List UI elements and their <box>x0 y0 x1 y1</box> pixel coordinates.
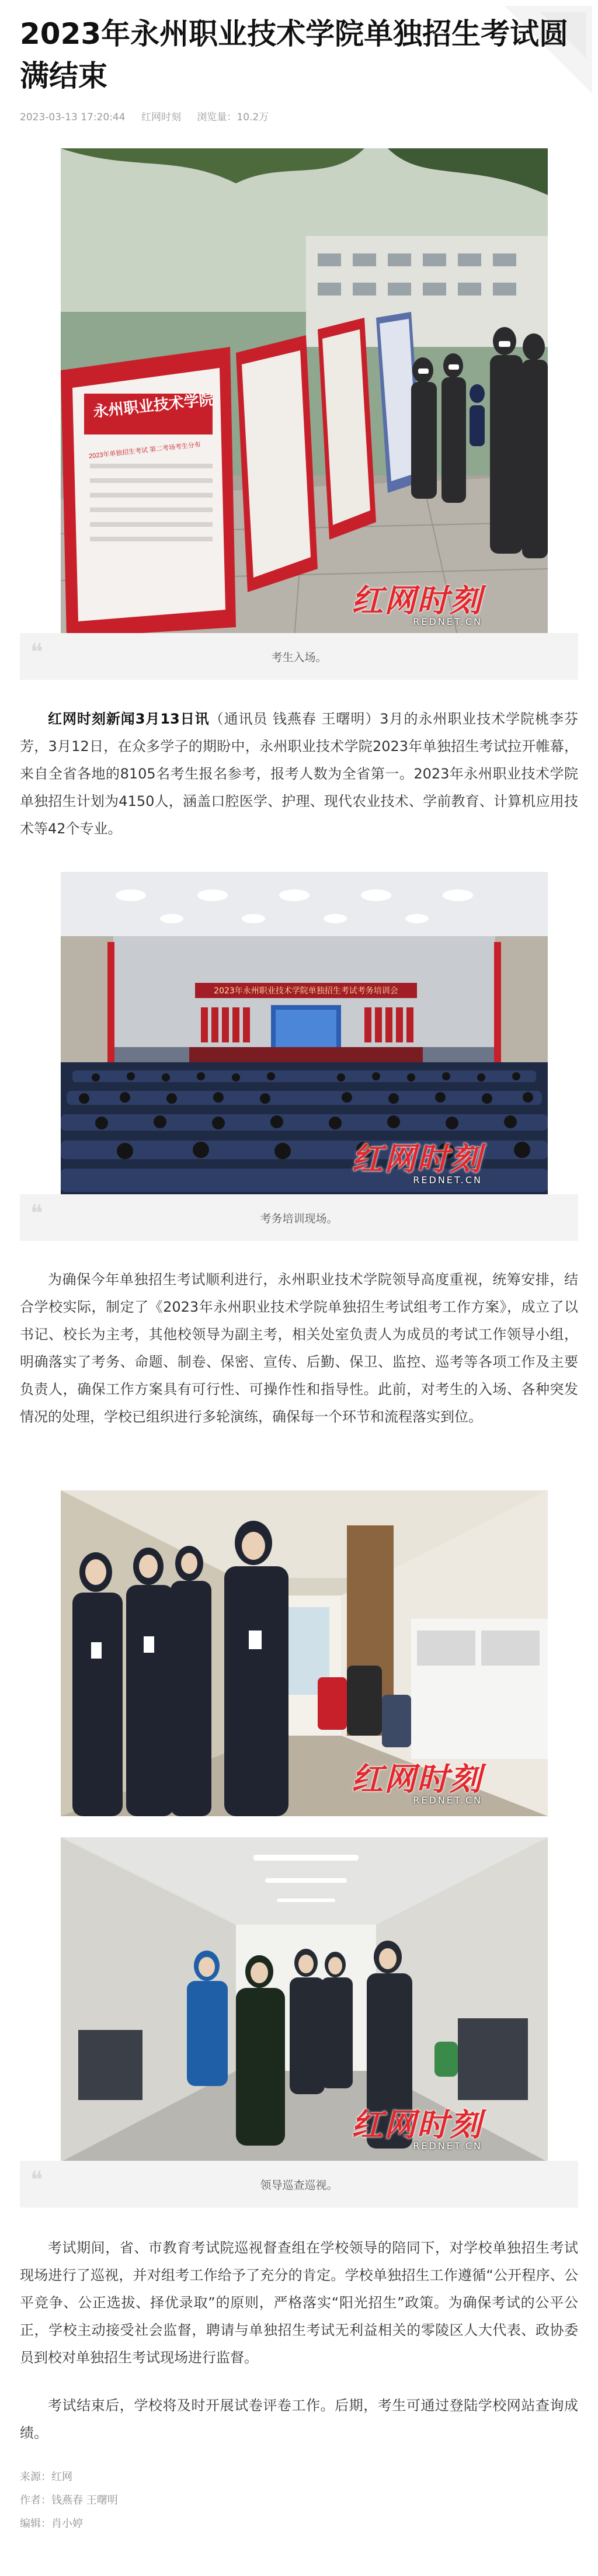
watermark-site: REDNET.CN <box>413 2140 482 2151</box>
watermark-brand: 红网时刻 <box>352 2106 482 2143</box>
photo-inspection-1 <box>61 1490 548 1816</box>
source-tag: 红网时刻 <box>141 112 181 123</box>
photo-training-meeting <box>61 872 548 1196</box>
footer-source: 来源：红网 <box>20 2471 72 2483</box>
quote-mark-icon: ❝ <box>30 2167 43 2193</box>
paragraph-intro <box>20 705 578 843</box>
paragraph-organization: 为确保今年单独招生考试顺利进行，永州职业技术学院领导高度重视，统筹安排，结合学校实际，制定了《2023年永州职业技术学院单独招生考试组考工作方案》，成立了以书记、校长为主考，其他校领导为副主考，相关处室负责人为成员的考试工作领导小组，明确落实了考务、命题、制卷、保密、宣传、后勤、保卫、监控、巡考等各项工作及主要负责人，确保工作方案具有可行性、可操作性和指导性。此前，对考生的入场、各种突发情况的处理，学校已组织进行多轮演练，确保每一个环节和流程落实到位。 <box>20 1271 578 1425</box>
paragraph-lead: 红网时刻新闻3月13日讯 <box>48 711 210 727</box>
publish-date: 2023-03-13 17:20:44 <box>20 112 126 123</box>
watermark-site: REDNET.CN <box>413 616 482 627</box>
caption-text: 领导巡查巡视。 <box>260 2178 338 2192</box>
quote-mark-icon: ❝ <box>30 639 43 666</box>
notice-board-title: 永州职业技术学院 <box>92 391 215 421</box>
footer-editor: 编辑：肖小婷 <box>20 2518 83 2530</box>
watermark-site: REDNET.CN <box>413 1174 482 1186</box>
photo-caption-training <box>20 1194 578 1241</box>
paragraph-supervision: 考试期间，省、市教育考试院巡视督查组在学校领导的陪同下，对学校单独招生考试现场进行了巡视，并对组考工作给予了充分的肯定。学校单独招生工作遵循“公开程序、公平竞争、公正选拔、择优录取”的原则，严格落实“阳光招生”政策。为确保考试的公平公正，学校主动接受社会监督，聘请与单独招生考试无利益相关的零陵区人大代表、政协委员到校对单独招生考试现场进行监督。 <box>20 2240 578 2366</box>
rednet-watermark <box>352 576 482 627</box>
caption-text: 考生入场。 <box>271 651 327 664</box>
article-footer <box>20 2466 545 2536</box>
paragraph-results: 考试结束后，学校将及时开展试卷评卷工作。后期，考生可通过登陆学校网站查询成绩。 <box>20 2397 578 2441</box>
photo-caption-entry <box>20 633 578 680</box>
rednet-watermark <box>352 2100 482 2151</box>
watermark-brand: 红网时刻 <box>352 1141 482 1177</box>
rednet-watermark <box>352 1754 482 1806</box>
photo-exam-entry <box>61 148 548 638</box>
meeting-banner: 2023年永州职业技术学院单独招生考试考务培训会 <box>214 986 398 996</box>
caption-text: 考务培训现场。 <box>260 1212 338 1225</box>
quote-mark-icon: ❝ <box>30 1200 43 1227</box>
article-title: 2023年永州职业技术学院单独招生考试圆满结束 <box>20 17 569 93</box>
notice-board-subtitle: 2023年单独招生考试 第二考场考生分布 <box>88 441 201 460</box>
photo-caption-inspection <box>20 2161 578 2207</box>
watermark-brand: 红网时刻 <box>352 1761 482 1798</box>
rednet-watermark <box>352 1134 482 1186</box>
watermark-site: REDNET.CN <box>413 1795 482 1806</box>
photo-inspection-2 <box>61 1837 548 2162</box>
article-meta <box>20 109 281 123</box>
view-count: 浏览量：10.2万 <box>197 112 269 123</box>
paragraph-body: （通讯员 钱燕春 王曙明）3月的永州职业技术学院桃李芬芳，3月12日，在众多学子的期盼中，永州职业技术学院2023年单独招生考试拉开帷幕，来自全省各地的8105名考生报名参考，报考人数为全省第一。2023年永州职业技术学院单独招生计划为4150人，涵盖口腔医学、护理、现代农业技术、学前教育、计算机应用技术等42个专业。 <box>20 711 578 837</box>
footer-author: 作者：钱燕春 王曙明 <box>20 2494 118 2507</box>
watermark-brand: 红网时刻 <box>352 582 482 619</box>
